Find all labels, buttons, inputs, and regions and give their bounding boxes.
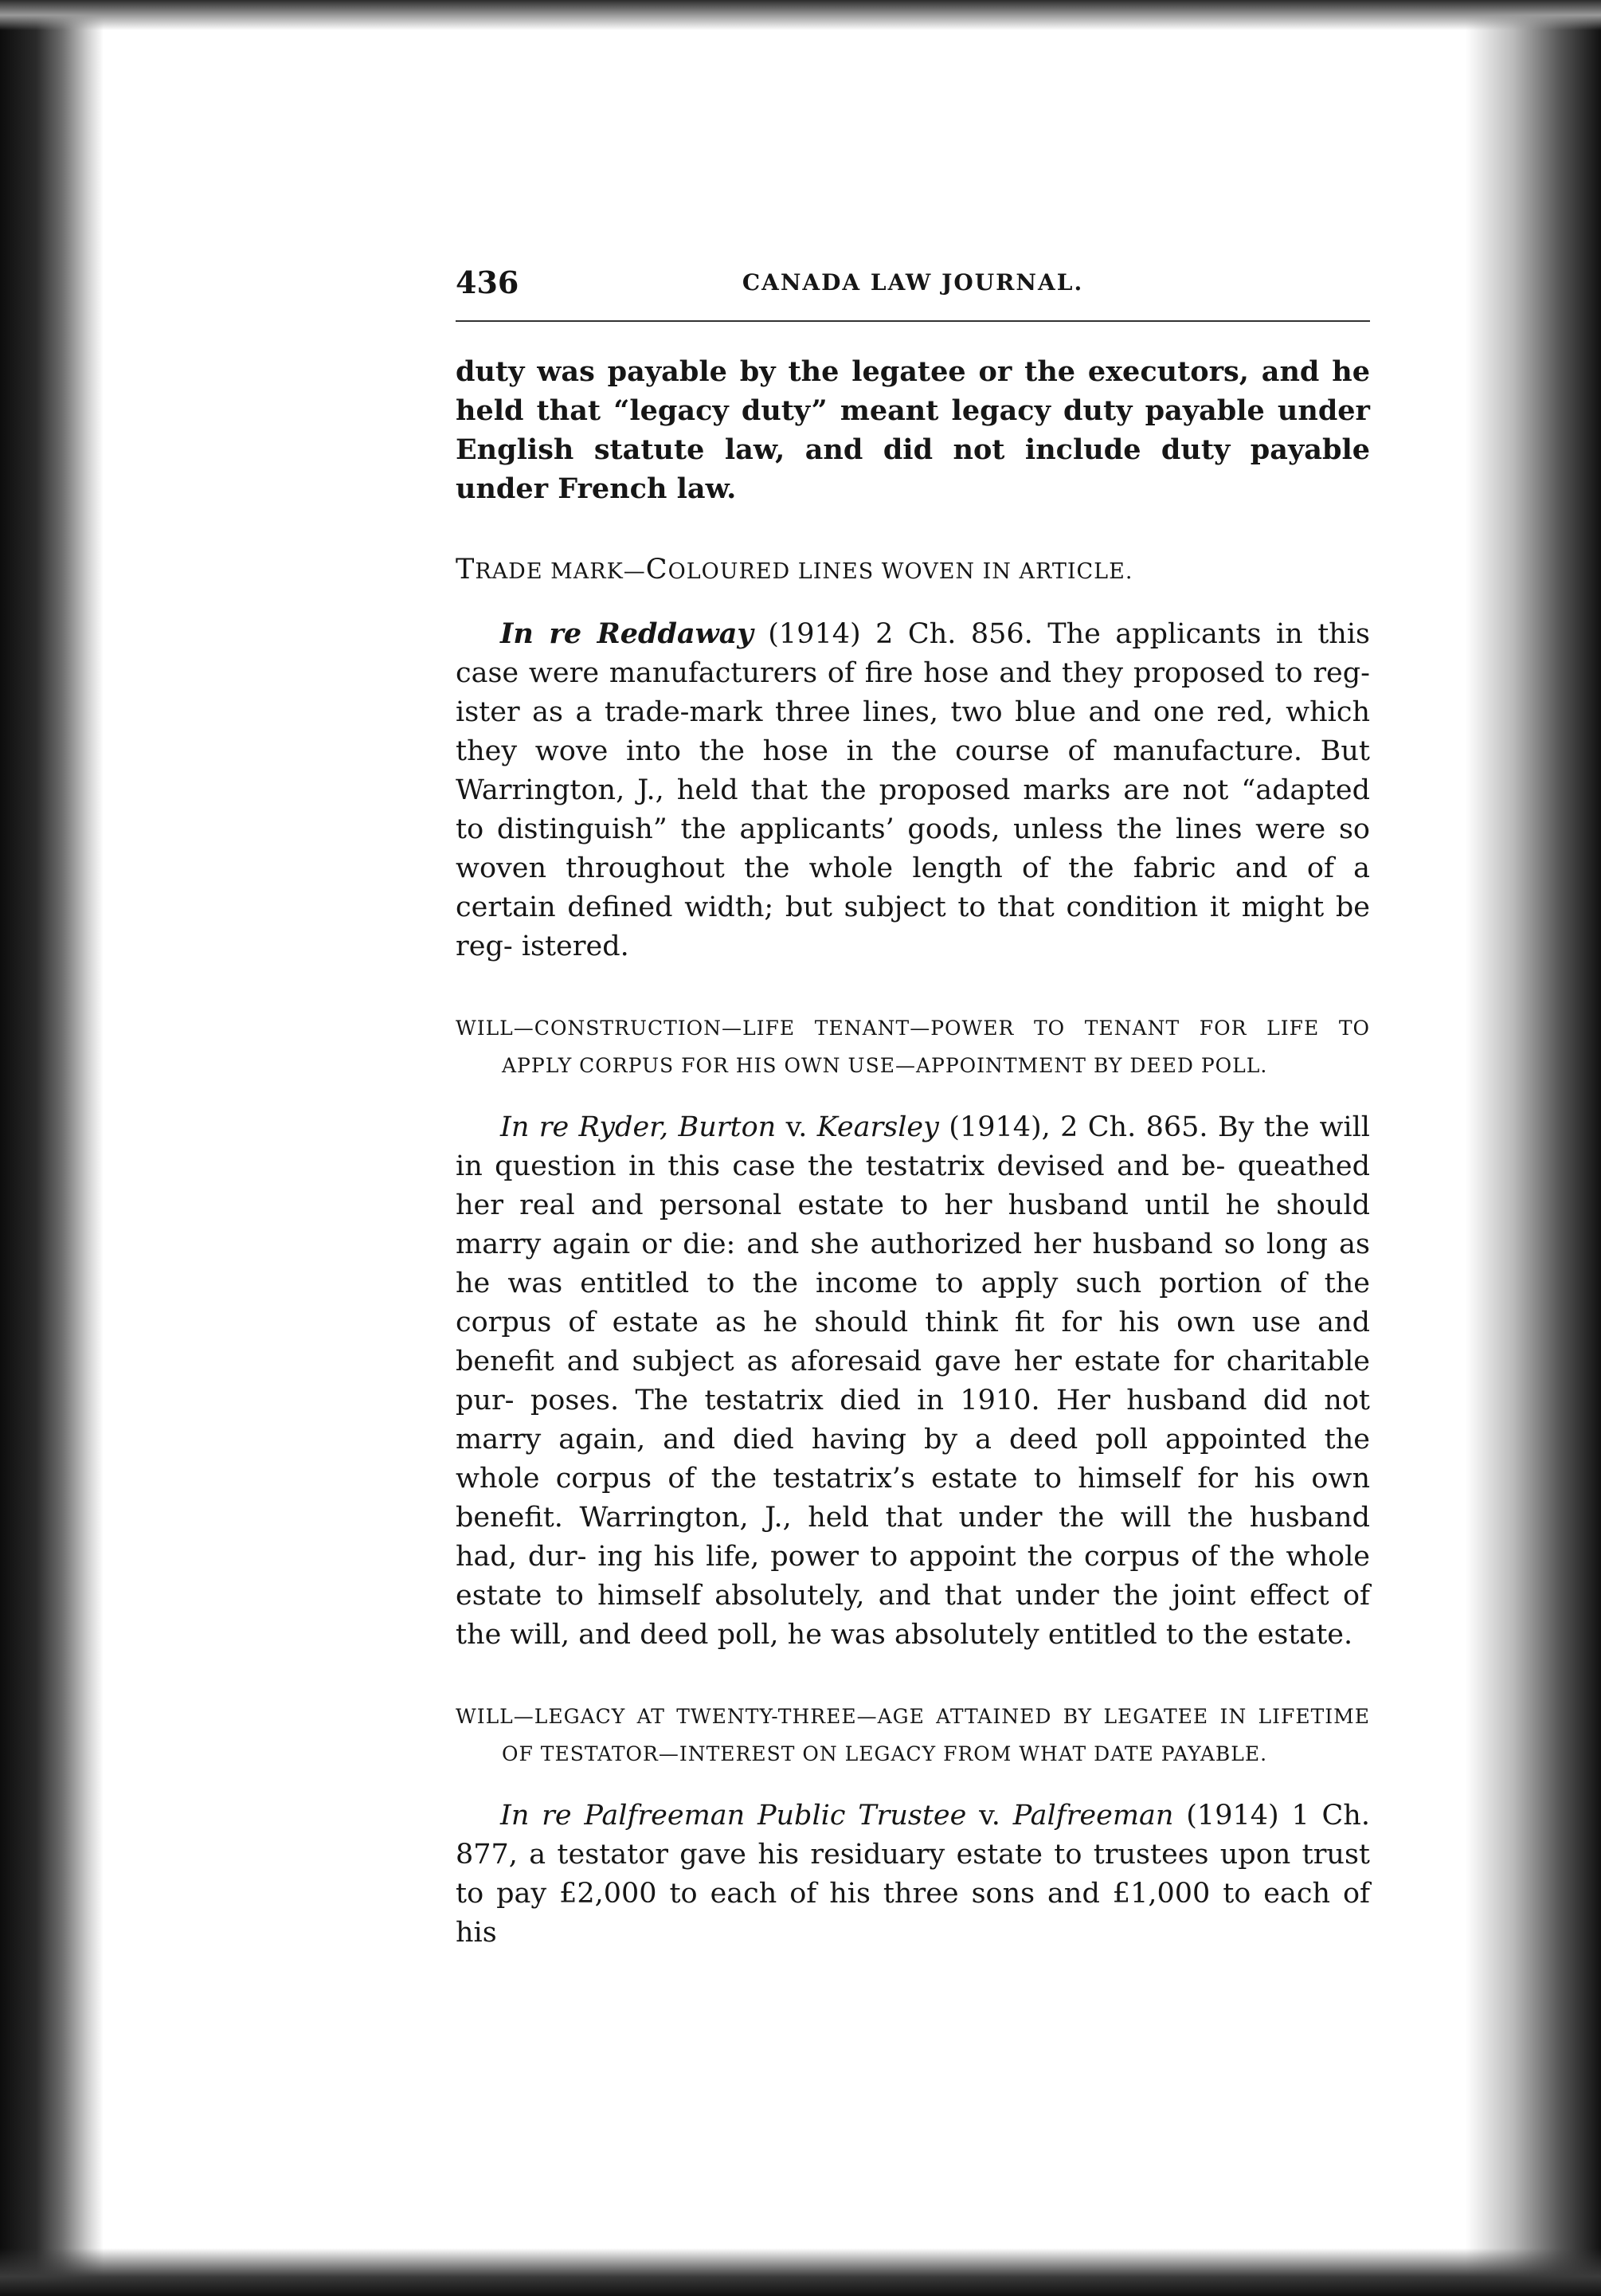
paragraph-ryder: In re Ryder, Burton v. Kearsley (1914), 2 Ch. 865. By the will in question in this case the testatrix devised and be- queathed her real and personal estate to her husband until he should marry again or die: and she authorized her husband so long as he was entitled to the income to apply such portion of the corpus of estate as he should think fit for his own use and benefit and subject as aforesaid gave her estate for charitable pur- poses. The testatrix died in 1910. Her husband did not marry again, and died having by a deed poll appointed the whole corpus of the testatrix’s estate to himself for his own benefit. Warrington, J., held that under the will the husband had, dur- ing his life, power to appoint the corpus of the whole estate to himself absolutely, and that under the joint effect of the will, and deed poll, he was absolutely entitled to the estate. <box>456 1111 1370 1651</box>
running-head: CANADA LAW JOURNAL. <box>742 269 1084 296</box>
book-binding-shadow <box>0 0 104 2296</box>
paragraph-continuation: duty was payable by the legatee or the executors, and he held that “legacy duty” meant legacy duty payable under English statute law, and did not include duty payable under French law. <box>456 355 1371 505</box>
paragraph-palfreeman: In re Palfreeman Public Trustee v. Palfreeman (1914) 1 Ch. 877, a testator gave his residuary estate to trustees upon trust to pay £2,000 to each of his three sons and £1,000 to each of his <box>456 1800 1370 1949</box>
case-citation: In re Palfreeman Public Trustee <box>500 1800 967 1832</box>
section-heading-trade-mark: TRADE MARK—COLOURED LINES WOVEN IN ARTICLE. <box>456 554 1133 586</box>
case-citation: In re Reddaway <box>500 617 754 650</box>
section-heading-will-legacy: WILL—LEGACY AT TWENTY-THREE—AGE ATTAINED BY LEGATEE IN LIFETIME OF TESTATOR—INTEREST ON LEGACY FROM WHAT DATE PAYABLE. <box>456 1705 1370 1765</box>
page-body <box>456 352 1370 1953</box>
page-edge-shadow-bottom <box>0 2248 1601 2296</box>
paragraph-reddaway: In re Reddaway (1914) 2 Ch. 856. The applicants in this case were manufacturers of fire hose and they proposed to reg- ister as a trade-mark three lines, two blue and one red, which they wove into the hose in the course of manufacture. But Warrington, J., held that the proposed marks are not “adapted to distinguish” the applicants’ goods, unless the lines were so woven throughout the whole length of the fabric and of a certain defined width; but subject to that condition it might be reg- istered. <box>456 617 1370 962</box>
case-citation: In re Ryder, Burton <box>500 1111 777 1143</box>
page-edge-shadow-right <box>1466 0 1601 2296</box>
page-header <box>456 264 1370 312</box>
page-edge-shadow-top <box>0 0 1601 30</box>
section-heading-will-construction: WILL—CONSTRUCTION—LIFE TENANT—POWER TO TENANT FOR LIFE TO APPLY CORPUS FOR HIS OWN USE—APPOINTMENT BY DEED POLL. <box>456 1017 1371 1077</box>
page-number: 436 <box>456 264 519 300</box>
header-rule <box>456 320 1370 322</box>
